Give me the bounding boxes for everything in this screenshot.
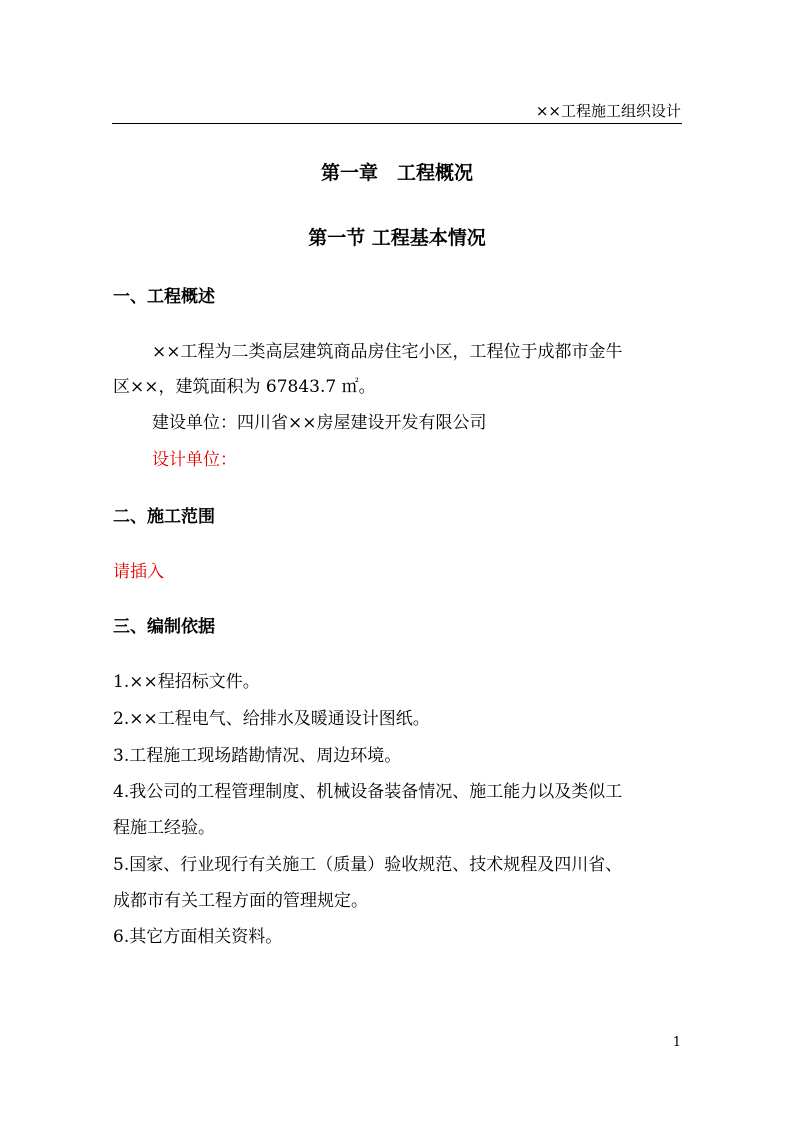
- overview-paragraph-line-2: [113, 372, 376, 397]
- running-header: ××工程施工组织设计: [535, 102, 681, 120]
- header-divider: [112, 123, 682, 124]
- heading-basis: 三、编制依据: [113, 617, 215, 637]
- heading-overview: 一、工程概述: [113, 287, 215, 307]
- basis-item: 5.国家、行业现行有关施工（质量）验收规范、技术规程及四川省、: [113, 855, 623, 875]
- scope-placeholder: 请插入: [113, 562, 164, 582]
- basis-item-continued: 成都市有关工程方面的管理规定。: [113, 891, 368, 911]
- section-title: 第一节 工程基本情况: [308, 227, 486, 249]
- designer-line: 设计单位：: [152, 450, 237, 470]
- heading-scope: 二、施工范围: [113, 507, 215, 527]
- overview-end-punct: 。: [358, 377, 376, 397]
- basis-item: 4.我公司的工程管理制度、机械设备装备情况、施工能力以及类似工: [113, 782, 623, 802]
- overview-paragraph-line-1: ××工程为二类高层建筑商品房住宅小区，工程位于成都市金牛: [152, 342, 623, 362]
- overview-area-text: 区××，建筑面积为 67843.7 ㎡: [113, 377, 359, 397]
- basis-item: 3.工程施工现场踏勘情况、周边环境。: [113, 746, 402, 766]
- chapter-title: 第一章 工程概况: [320, 162, 473, 184]
- basis-item-continued: 程施工经验。: [113, 818, 215, 838]
- builder-line: 建设单位：四川省××房屋建设开发有限公司: [152, 413, 487, 433]
- basis-item: 6.其它方面相关资料。: [113, 927, 283, 947]
- basis-item: 2.××工程电气、给排水及暖通设计图纸。: [113, 709, 430, 729]
- basis-item: 1.××程招标文件。: [113, 672, 260, 692]
- page-number: 1: [672, 1035, 681, 1050]
